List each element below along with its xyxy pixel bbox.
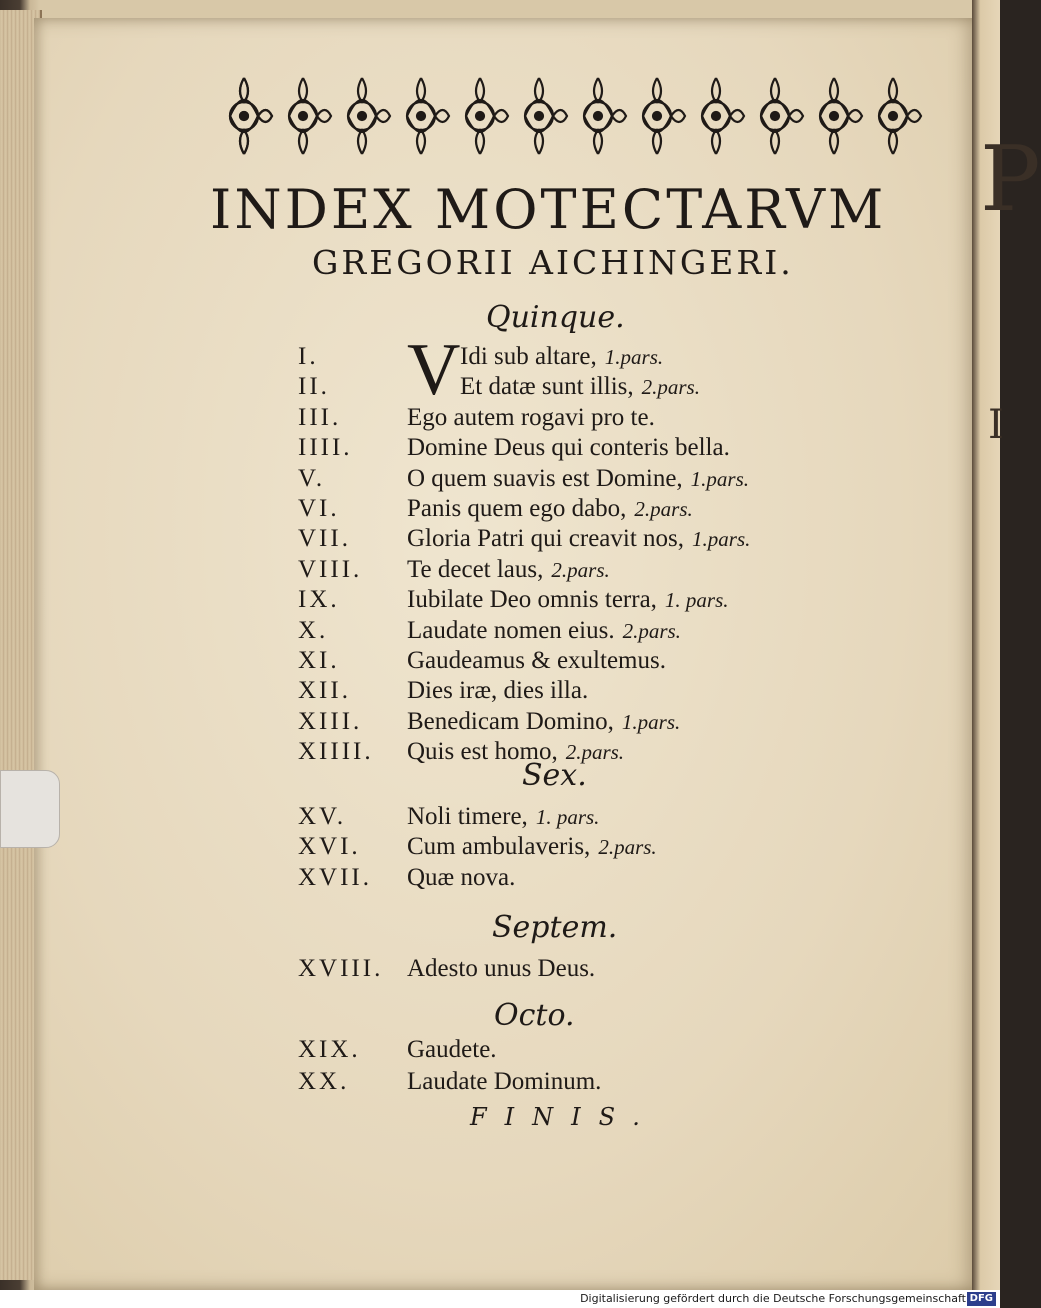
entry-pars: 1. pars. [535, 805, 600, 829]
entry-text: Quæ nova. [407, 863, 516, 891]
entry-title [407, 647, 666, 675]
drop-cap-letter: V [407, 329, 461, 411]
entry-number: II. [298, 373, 330, 401]
entry-number: XVIII. [298, 955, 384, 982]
entry-title [407, 525, 750, 553]
dfg-logo-icon: DFG [967, 1292, 996, 1306]
entry-title [407, 738, 624, 766]
entry-text: Noli timere, [407, 803, 528, 830]
entry-text: Idi sub altare, [460, 343, 597, 370]
entry-pars: 1.pars. [692, 527, 751, 552]
facing-page-letter: P [980, 127, 1041, 232]
entry-pars: 1.pars. [690, 466, 750, 491]
entry-number: XV. [298, 803, 347, 830]
entry-pars: 1.pars. [621, 709, 681, 734]
entry-pars: 2.pars. [565, 740, 625, 765]
entry-text: O quem suavis est Domine, [407, 464, 683, 492]
section-heading: Sex. [522, 758, 587, 793]
entry-title [407, 1036, 497, 1064]
entry-pars: 2.pars. [634, 497, 693, 521]
entry-pars: 2.pars. [551, 557, 610, 582]
entry-title [407, 1068, 601, 1096]
entry-text: Laudate nomen eius. [407, 616, 615, 644]
entry-title [407, 465, 749, 493]
entry-title [407, 955, 595, 983]
section-heading: Quinque. [486, 300, 625, 335]
entry-number: V. [298, 464, 326, 492]
entry-title [407, 617, 681, 645]
entry-text: Panis quem ego dabo, [407, 495, 627, 522]
entry-text: Cum ambulaveris, [407, 833, 591, 861]
entry-text: Et datæ sunt illis, [460, 373, 634, 401]
entry-title [407, 434, 730, 462]
entry-text: Gaudete. [407, 1036, 497, 1063]
entry-number: IIII. [298, 434, 353, 462]
entry-title [407, 833, 657, 861]
decorative-ornament-band [214, 74, 922, 158]
entry-title [407, 586, 729, 614]
entry-text: Laudate Dominum. [407, 1068, 602, 1095]
entry-number: XIX. [298, 1036, 361, 1063]
entry-title [407, 556, 610, 584]
entry-text: Dies iræ, dies illa. [407, 677, 589, 705]
section-heading: Septem. [492, 910, 618, 945]
entry-title [407, 864, 515, 892]
entry-title [407, 677, 588, 705]
entry-title [407, 708, 680, 736]
facing-page-letter-i: I [988, 402, 1004, 448]
entry-number: X. [298, 616, 329, 644]
entry-number: IX. [298, 586, 340, 614]
entry-text: Gloria Patri qui creavit nos, [407, 525, 685, 553]
entry-number: VII. [298, 525, 351, 553]
entry-number: VIII. [298, 555, 363, 583]
entry-pars: 1. pars. [664, 588, 729, 613]
entry-number: XIIII. [298, 738, 374, 766]
entry-number: XI. [298, 647, 340, 674]
entry-pars: 1.pars. [604, 345, 664, 369]
page-title: INDEX MOTECTARVM [210, 178, 887, 241]
entry-text: Te decet laus, [407, 555, 544, 583]
entry-text: Adesto unus Deus. [407, 955, 596, 982]
section-heading: Octo. [494, 998, 575, 1033]
entry-number: XX. [298, 1068, 350, 1095]
page-subtitle: GREGORII AICHINGERI. [312, 243, 794, 282]
footer-credit: Digitalisierung gefördert durch die Deutsche Forschungsgemeinschaft [580, 1292, 966, 1305]
entry-text: Quis est homo, [407, 738, 558, 766]
entry-text: Gaudeamus & exultemus. [407, 647, 666, 674]
entry-number: XIII. [298, 707, 363, 735]
entry-pars: 2.pars. [622, 618, 681, 643]
entry-title [407, 495, 693, 523]
entry-number: VI. [298, 495, 340, 522]
entry-pars: 2.pars. [598, 835, 657, 860]
entry-number: XII. [298, 677, 351, 705]
entry-text: Ego autem rogavi pro te. [407, 403, 655, 431]
finis-text: FINIS. [470, 1103, 658, 1131]
entry-number: I. [298, 343, 319, 370]
entry-pars: 2.pars. [641, 375, 700, 400]
entry-title [460, 373, 700, 401]
entry-text: Domine Deus qui conteris bella. [407, 434, 730, 462]
entry-text: Iubilate Deo omnis terra, [407, 586, 657, 614]
entry-text: Benedicam Domino, [407, 707, 614, 735]
entry-number: XVII. [298, 863, 373, 891]
entry-number: XVI. [298, 833, 361, 861]
entry-title [460, 343, 663, 371]
entry-number: III. [298, 403, 342, 431]
entry-title [407, 803, 599, 831]
scanner-clip [0, 770, 60, 848]
